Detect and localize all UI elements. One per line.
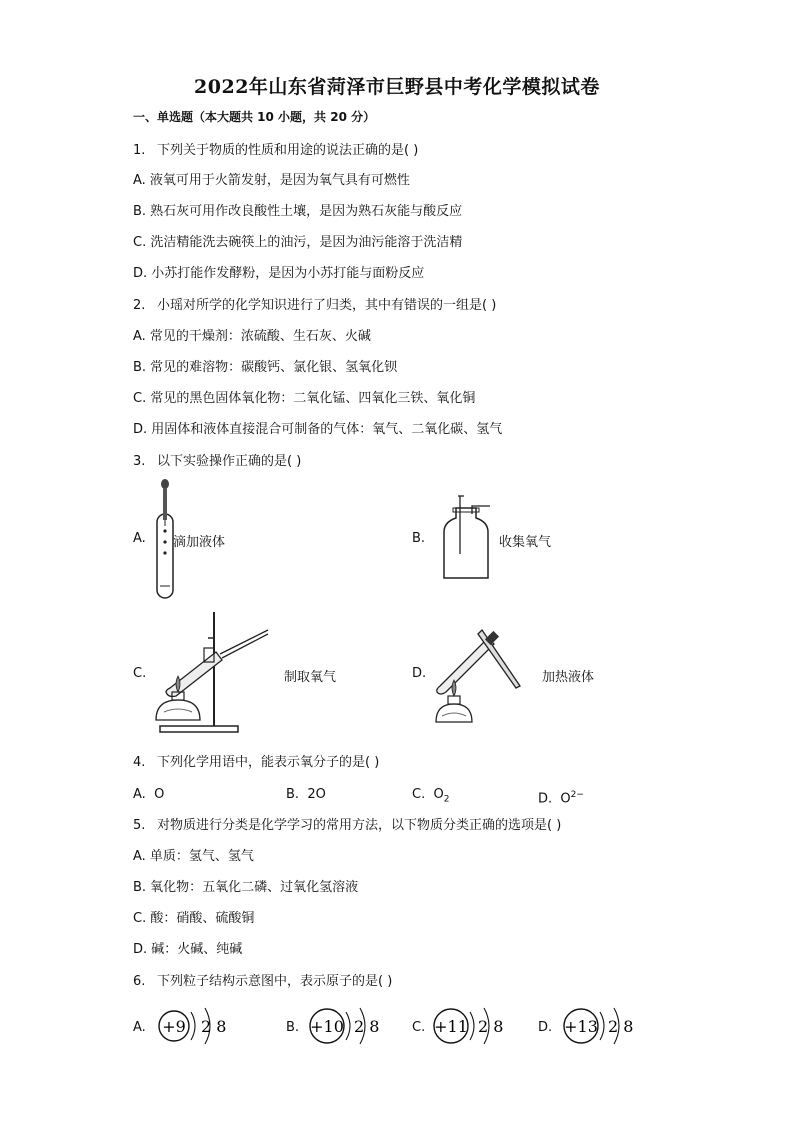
question-number: 3. [133,454,146,469]
option-subscript: 2 [443,794,450,805]
q3-option-c-caption: 制取氧气 [284,670,337,685]
question-2-stem [133,298,496,314]
q6-option-d-letter: D. [538,1020,553,1035]
q4-option-c [412,787,449,808]
nucleus-charge: +10 [310,1017,344,1036]
option-superscript: 2− [570,790,584,800]
q2-option-c: C. 常见的黑色固体氧化物：二氧化锰、四氧化三铁、氧化铜 [133,391,476,406]
option-letter: C. [412,787,426,802]
question-number: 1. [133,143,146,158]
option-formula: O [154,787,165,802]
q2-option-a: A. 常见的干燥剂：浓硫酸、生石灰、火碱 [133,329,371,344]
question-text: 对物质进行分类是化学学习的常用方法，以下物质分类正确的选项是( ) [157,818,562,833]
option-letter: B. [286,787,300,802]
question-number: 6. [133,974,146,989]
question-number: 5. [133,818,146,833]
nucleus-charge: +13 [564,1017,598,1036]
option-formula: 2O [307,787,326,802]
q1-option-b: B. 熟石灰可用作改良酸性土壤，是因为熟石灰能与酸反应 [133,204,463,219]
question-5-stem [133,818,561,834]
question-text: 下列化学用语中，能表示氧分子的是( ) [157,755,380,770]
question-4-stem [133,755,379,771]
question-3-stem [133,454,301,470]
q6-option-c-letter: C. [412,1020,426,1035]
option-formula: O [433,787,444,802]
atom-structure-diagram [306,1004,378,1050]
atom-structure-diagram [560,1004,632,1050]
atom-structure-diagram [430,1004,502,1050]
heating-liquid-icon [430,626,525,726]
q5-option-c: C. 酸：硝酸、硫酸铜 [133,911,255,926]
option-formula: O [560,791,571,807]
nucleus-charge: +9 [162,1017,186,1036]
q3-option-b-letter: B. [412,531,426,546]
shell-electrons: 2 8 [354,1017,380,1036]
q3-option-c-letter: C. [133,666,147,681]
shell-electrons: 2 8 [608,1017,634,1036]
q1-option-d: D. 小苏打能作发酵粉，是因为小苏打能与面粉反应 [133,266,425,281]
question-text: 下列关于物质的性质和用途的说法正确的是( ) [157,143,419,158]
nucleus-charge: +11 [434,1017,468,1036]
question-text: 以下实验操作正确的是( ) [157,454,302,469]
q3-option-d-caption: 加热液体 [542,670,595,685]
q5-option-d: D. 碱：火碱、纯碱 [133,942,243,957]
question-text: 下列粒子结构示意图中，表示原子的是( ) [157,974,393,989]
q3-option-a-caption: 滴加液体 [173,535,226,550]
q1-option-c: C. 洗洁精能洗去碗筷上的油污，是因为油污能溶于洗洁精 [133,235,463,250]
question-number: 2. [133,298,146,313]
atom-structure-diagram [155,1004,225,1050]
question-text: 小瑶对所学的化学知识进行了归类，其中有错误的一组是( ) [157,298,497,313]
option-letter: A. [133,787,146,802]
q2-option-b: B. 常见的难溶物：碳酸钙、氯化银、氢氧化钡 [133,360,398,375]
q4-option-d [538,787,584,807]
heating-tube-stand-icon [150,608,275,738]
q2-option-d: D. 用固体和液体直接混合可制备的气体：氧气、二氧化碳、氢气 [133,422,503,437]
gas-bottle-icon [438,494,498,584]
option-letter: D. [538,791,553,807]
q4-option-b [286,787,326,803]
shell-electrons: 2 8 [201,1017,227,1036]
page-title: 2022年山东省菏泽市巨野县中考化学模拟试卷 [194,76,600,98]
q6-option-b-letter: B. [286,1020,300,1035]
q6-option-a-letter: A. [133,1020,146,1035]
section-heading: 一、单选题（本大题共 10 小题，共 20 分） [133,110,376,124]
q3-option-a-letter: A. [133,531,146,546]
q5-option-b: B. 氧化物：五氧化二磷、过氧化氢溶液 [133,880,359,895]
question-6-stem [133,974,392,990]
question-number: 4. [133,755,146,770]
q3-option-b-caption: 收集氧气 [499,535,552,550]
q4-option-a [133,787,164,803]
q3-option-d-letter: D. [412,666,427,681]
question-1-stem [133,143,418,159]
q5-option-a: A. 单质：氢气、氢气 [133,849,254,864]
q1-option-a: A. 液氧可用于火箭发射，是因为氧气具有可燃性 [133,173,410,188]
shell-electrons: 2 8 [478,1017,504,1036]
